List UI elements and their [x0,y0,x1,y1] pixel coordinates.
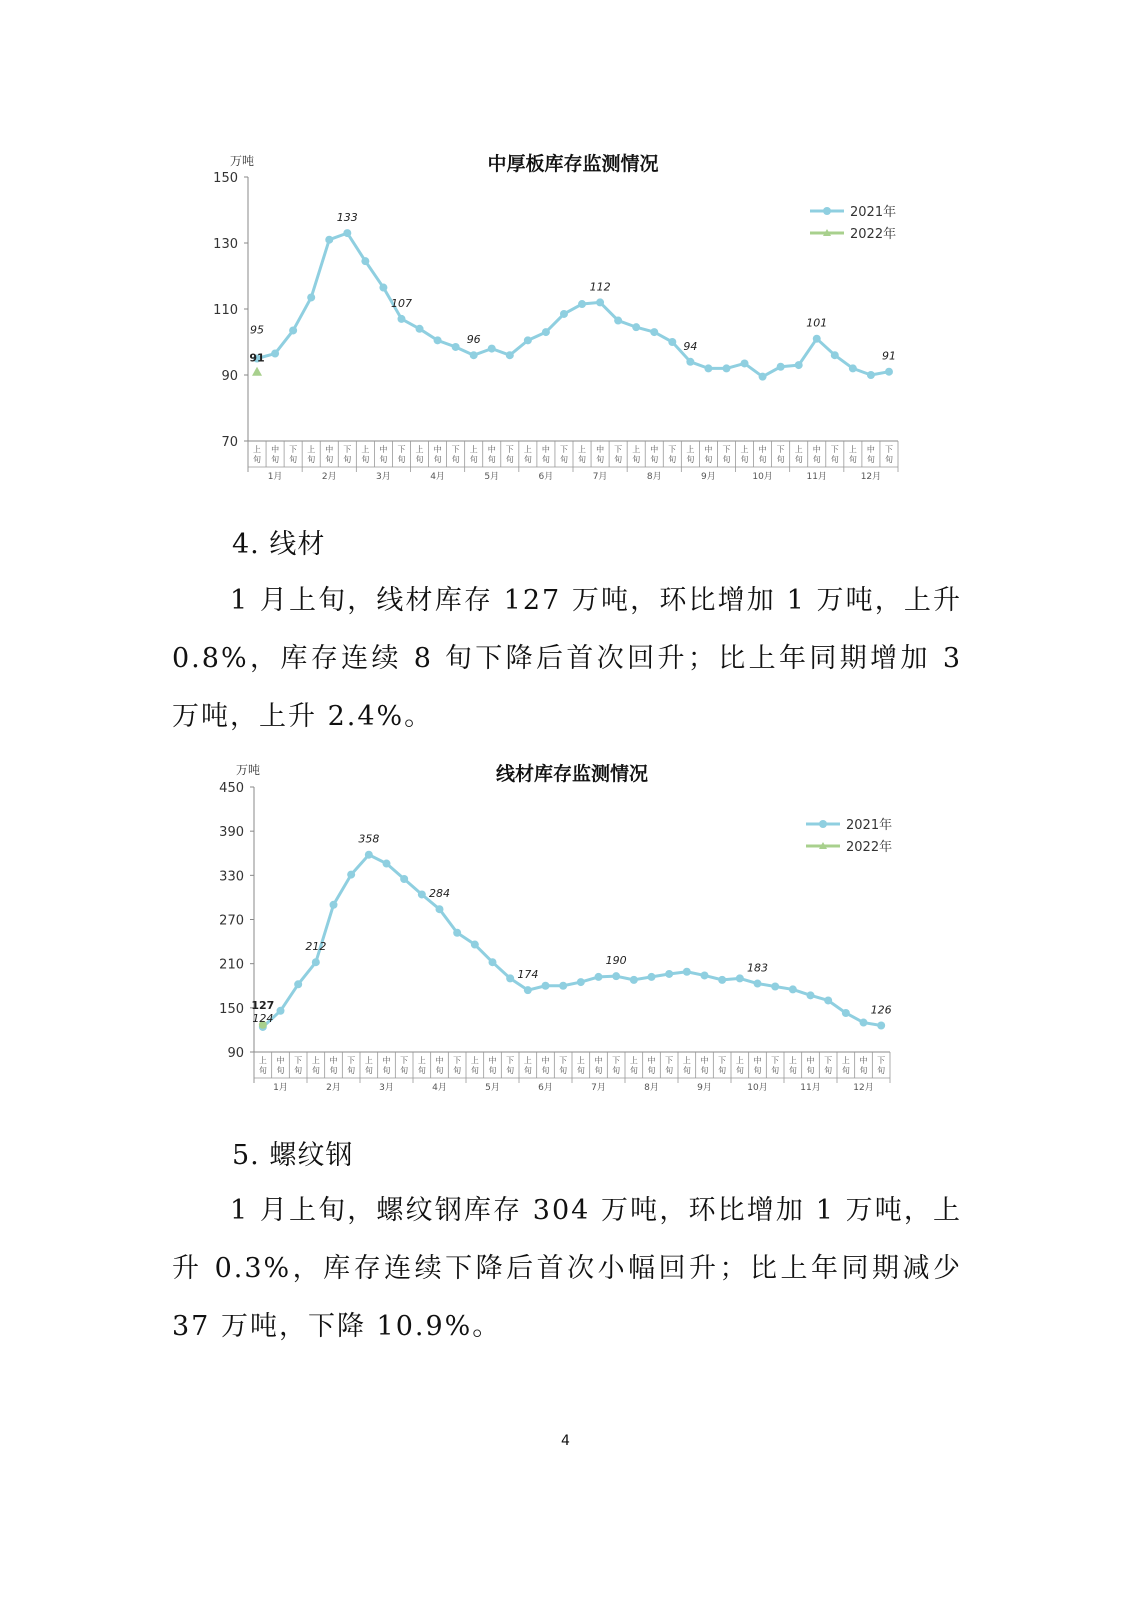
series-point-0 [771,982,779,990]
page-number: 4 [561,1433,570,1449]
x-period-label-bottom: 旬 [505,455,514,464]
series-point-0 [312,958,320,966]
x-month-label: 10月 [747,1083,768,1093]
series-point-0 [596,298,604,306]
y-tick-label: 150 [213,171,238,186]
x-period-label-top: 上 [794,445,803,454]
x-period-label-bottom: 旬 [258,1066,267,1075]
series-point-0 [813,335,821,343]
x-period-label-bottom: 旬 [469,455,478,464]
x-period-label-top: 上 [417,1056,426,1065]
x-period-label-bottom: 旬 [576,1066,585,1075]
x-period-label-bottom: 旬 [740,455,749,464]
x-month-label: 9月 [697,1083,712,1093]
x-period-label-top: 下 [343,445,352,454]
series-point-0 [777,363,785,371]
series-point-0 [488,345,496,353]
series-point-0 [506,974,514,982]
x-period-label-top: 下 [506,1056,515,1065]
x-period-label-bottom: 旬 [682,1066,691,1075]
x-period-label-bottom: 旬 [704,455,713,464]
series-point-0 [577,978,585,986]
x-period-label-bottom: 旬 [612,1066,621,1075]
series-point-0 [524,336,532,344]
series-point-0 [453,929,461,937]
x-period-label-top: 下 [614,445,623,454]
x-month-label: 12月 [860,472,882,482]
wire-rod-inventory-chart [0,758,1131,1103]
series-point-0 [754,980,762,988]
series-point-0 [701,971,709,979]
section-4-paragraph: 1 月上旬，线材库存 127 万吨，环比增加 1 万吨，上升 0.8%，库存连续 8 旬下降后首次回升；比上年同期增加 3 万吨，上升 2.4%。 [172,585,962,732]
x-period-label-bottom: 旬 [830,455,839,464]
x-period-label-top: 下 [884,445,893,454]
x-period-label-top: 下 [397,445,406,454]
x-period-label-bottom: 旬 [788,1066,797,1075]
series-point-0 [436,905,444,913]
x-period-label-bottom: 旬 [866,455,875,464]
x-period-label-top: 中 [647,1056,656,1065]
x-period-label-top: 下 [824,1056,833,1065]
series-line-0 [257,233,889,377]
series-point-0 [542,982,550,990]
wire-rod-inventory-chart-svg [0,758,1131,1103]
x-period-label-bottom: 旬 [776,455,785,464]
x-period-label-bottom: 旬 [276,1066,285,1075]
x-period-label-top: 下 [668,445,677,454]
series-point-0 [277,1007,285,1015]
x-period-label-top: 中 [541,445,550,454]
x-month-label: 12月 [853,1083,874,1093]
x-period-label-bottom: 旬 [848,455,857,464]
x-period-label-bottom: 旬 [397,455,406,464]
x-period-label-top: 下 [347,1056,356,1065]
series-point-0 [325,236,333,244]
x-period-label-top: 上 [735,1056,744,1065]
series-point-0 [614,317,622,325]
x-period-label-top: 上 [523,445,532,454]
series-point-0 [877,1022,885,1030]
x-month-label: 11月 [800,1083,821,1093]
x-period-label-top: 上 [311,1056,320,1065]
x-period-label-top: 中 [433,445,442,454]
x-period-label-top: 下 [559,1056,568,1065]
x-period-label-bottom: 旬 [718,1066,727,1075]
x-period-label-bottom: 旬 [453,1066,462,1075]
x-period-label-bottom: 旬 [771,1066,780,1075]
x-month-label: 1月 [267,472,283,482]
series-point-0 [542,328,550,336]
x-period-label-bottom: 旬 [433,455,442,464]
series-point-0 [722,364,730,372]
x-period-label-bottom: 旬 [523,1066,532,1075]
legend-swatch-marker [823,207,831,215]
x-period-label-top: 中 [276,1056,285,1065]
x-period-label-top: 上 [788,1056,797,1065]
series-point-0 [347,871,355,879]
x-month-label: 2月 [326,1083,341,1093]
x-period-label-bottom: 旬 [294,1066,303,1075]
x-period-label-bottom: 旬 [311,1066,320,1075]
x-period-label-top: 中 [700,1056,709,1065]
x-period-label-top: 下 [505,445,514,454]
x-period-label-top: 上 [469,445,478,454]
plate-inventory-chart-svg [0,140,1131,485]
legend-label: 2021年 [850,205,897,220]
x-period-label-top: 上 [470,1056,479,1065]
x-period-label-bottom: 旬 [361,455,370,464]
data-label: 101 [806,316,828,330]
series-point-0 [867,371,875,379]
x-period-label-top: 下 [877,1056,886,1065]
x-period-label-top: 中 [487,445,496,454]
y-tick-label: 450 [219,781,244,796]
y-tick-label: 210 [219,957,244,973]
series-point-0 [849,364,857,372]
x-period-label-top: 上 [523,1056,532,1065]
series-point-0 [759,373,767,381]
series-point-0 [824,996,832,1004]
series-point-0 [452,343,460,351]
x-period-label-top: 中 [271,445,280,454]
x-period-label-top: 上 [361,445,370,454]
y-axis-unit: 万吨 [229,154,255,168]
x-month-label: 6月 [538,472,554,482]
x-period-label-bottom: 旬 [758,455,767,464]
x-period-label-top: 中 [325,445,334,454]
x-period-label-top: 下 [289,445,298,454]
x-month-label: 6月 [538,1083,553,1093]
x-month-label: 8月 [644,1083,659,1093]
series-point-0 [860,1019,868,1027]
series-point-0 [559,982,567,990]
series-point-0 [397,315,405,323]
x-period-label-bottom: 旬 [379,455,388,464]
x-period-label-top: 中 [541,1056,550,1065]
y-tick-label: 90 [221,369,238,384]
x-month-label: 9月 [701,472,716,482]
legend-label: 2022年 [846,840,893,855]
x-period-label-top: 上 [576,1056,585,1065]
data-label: 212 [305,940,327,954]
x-period-label-top: 中 [488,1056,497,1065]
series-point-0 [361,257,369,265]
x-period-label-bottom: 旬 [253,455,262,464]
series-point-0 [612,972,620,980]
x-period-label-top: 下 [294,1056,303,1065]
data-label: 284 [429,887,450,901]
series-point-0 [595,973,603,981]
series-point-0 [578,300,586,308]
x-period-label-bottom: 旬 [417,1066,426,1075]
series-point-0 [379,284,387,292]
series-point-0 [470,351,478,359]
x-period-label-bottom: 旬 [325,455,334,464]
x-period-label-bottom: 旬 [632,455,641,464]
x-period-label-bottom: 旬 [415,455,424,464]
x-month-label: 7月 [592,472,608,482]
x-period-label-bottom: 旬 [541,455,550,464]
section-4-heading: 4. 线材 [232,529,326,560]
x-period-label-bottom: 旬 [877,1066,886,1075]
series-point-0 [418,890,426,898]
series-point-0 [650,328,658,336]
series-point-0 [330,901,338,909]
y-tick-label: 70 [221,435,238,450]
series-point-0 [736,974,744,982]
x-month-label: 10月 [752,472,773,482]
x-period-label-top: 中 [704,445,713,454]
series-point-0 [795,361,803,369]
y-tick-label: 390 [219,825,244,841]
series-point-0 [471,941,479,949]
x-month-label: 1月 [273,1083,288,1093]
data-label: 91 [249,351,265,365]
x-period-label-bottom: 旬 [650,455,659,464]
series-point-0 [831,351,839,359]
x-period-label-bottom: 旬 [343,455,352,464]
data-label: 91 [881,349,896,363]
series-point-0 [648,973,656,981]
x-period-label-bottom: 旬 [794,455,803,464]
x-period-label-bottom: 旬 [700,1066,709,1075]
series-point-0 [365,851,373,859]
x-period-label-bottom: 旬 [594,1066,603,1075]
x-period-label-top: 下 [665,1056,674,1065]
x-period-label-bottom: 旬 [451,455,460,464]
x-period-label-bottom: 旬 [400,1066,409,1075]
series-point-0 [560,310,568,318]
series-line-0 [263,855,881,1027]
x-period-label-top: 中 [812,445,821,454]
x-month-label: 4月 [430,472,445,482]
x-period-label-top: 上 [682,1056,691,1065]
x-period-label-bottom: 旬 [824,1066,833,1075]
section-5-paragraph: 1 月上旬，螺纹钢库存 304 万吨，环比增加 1 万吨，上升 0.3%，库存连续下降后首次小幅回升；比上年同期减少 37 万吨，下降 10.9%。 [172,1195,962,1342]
legend-swatch-marker [819,820,827,828]
x-month-label: 2月 [321,472,337,482]
x-period-label-bottom: 旬 [523,455,532,464]
series-point-0 [289,326,297,334]
x-period-label-top: 中 [650,445,659,454]
data-label: 127 [251,998,275,1012]
x-period-label-top: 中 [435,1056,444,1065]
x-period-label-bottom: 旬 [722,455,731,464]
x-period-label-top: 中 [806,1056,815,1065]
y-tick-label: 330 [219,869,244,885]
x-period-label-top: 上 [740,445,749,454]
x-period-label-bottom: 旬 [884,455,893,464]
data-label: 126 [870,1003,892,1017]
x-period-label-top: 中 [753,1056,762,1065]
chart-title: 线材库存监测情况 [495,763,649,785]
legend-label: 2021年 [846,818,893,833]
x-period-label-top: 上 [841,1056,850,1065]
x-period-label-top: 上 [632,445,641,454]
series-point-0 [271,350,279,358]
x-period-label-top: 下 [718,1056,727,1065]
x-month-label: 3月 [379,1083,394,1093]
x-period-label-top: 中 [594,1056,603,1065]
series-point-0 [294,980,302,988]
x-period-label-top: 上 [307,445,316,454]
x-period-label-bottom: 旬 [629,1066,638,1075]
series-point-0 [416,325,424,333]
series-point-0 [683,968,691,976]
x-period-label-bottom: 旬 [470,1066,479,1075]
x-period-label-top: 下 [451,445,460,454]
data-label: 107 [390,296,412,310]
x-month-label: 5月 [484,472,500,482]
x-month-label: 7月 [591,1083,606,1093]
chart-title: 中厚板库存监测情况 [487,153,659,175]
x-period-label-bottom: 旬 [668,455,677,464]
y-tick-label: 270 [219,913,244,929]
x-period-label-top: 下 [776,445,785,454]
data-label: 112 [589,280,611,294]
x-period-label-bottom: 旬 [329,1066,338,1075]
x-period-label-bottom: 旬 [859,1066,868,1075]
y-tick-label: 110 [213,303,238,318]
y-axis-unit: 万吨 [235,763,261,777]
x-period-label-bottom: 旬 [382,1066,391,1075]
series-point-0 [434,336,442,344]
x-period-label-top: 上 [686,445,695,454]
x-period-label-top: 中 [866,445,875,454]
section-5-heading: 5. 螺纹钢 [232,1140,354,1171]
x-period-label-top: 中 [379,445,388,454]
series-point-0 [630,976,638,984]
x-period-label-bottom: 旬 [541,1066,550,1075]
x-period-label-bottom: 旬 [686,455,695,464]
y-tick-label: 90 [227,1046,244,1061]
x-period-label-top: 下 [453,1056,462,1065]
series-point-0 [741,359,749,367]
x-month-label: 11月 [806,472,827,482]
x-period-label-top: 下 [830,445,839,454]
x-period-label-top: 中 [859,1056,868,1065]
x-period-label-top: 上 [848,445,857,454]
x-period-label-top: 上 [415,445,424,454]
x-period-label-top: 中 [596,445,605,454]
data-label: 174 [517,968,539,982]
x-period-label-bottom: 旬 [559,455,568,464]
x-period-label-bottom: 旬 [647,1066,656,1075]
series-point-0 [704,364,712,372]
x-period-label-bottom: 旬 [753,1066,762,1075]
data-label: 96 [466,333,481,347]
legend-label: 2022年 [850,227,897,242]
x-period-label-bottom: 旬 [614,455,623,464]
data-label: 94 [683,339,698,353]
x-period-label-top: 下 [722,445,731,454]
x-period-label-top: 上 [253,445,262,454]
x-period-label-top: 上 [629,1056,638,1065]
x-period-label-bottom: 旬 [559,1066,568,1075]
series-point-0 [506,351,514,359]
x-period-label-bottom: 旬 [812,455,821,464]
series-point-0 [632,323,640,331]
x-period-label-bottom: 旬 [435,1066,444,1075]
x-period-label-top: 中 [758,445,767,454]
x-period-label-bottom: 旬 [806,1066,815,1075]
series-point-0 [524,986,532,994]
series-point-0 [665,970,673,978]
x-period-label-top: 下 [559,445,568,454]
x-period-label-bottom: 旬 [665,1066,674,1075]
x-period-label-top: 上 [578,445,587,454]
x-period-label-bottom: 旬 [364,1066,373,1075]
y-tick-label: 150 [219,1001,244,1017]
data-label: 133 [336,211,358,225]
x-period-label-bottom: 旬 [271,455,280,464]
series-point-0 [343,229,351,237]
data-label: 124 [252,1011,274,1025]
x-period-label-bottom: 旬 [735,1066,744,1075]
series-point-0 [718,976,726,984]
series-point-0 [686,358,694,366]
x-month-label: 5月 [485,1083,500,1093]
series-point-0 [807,991,815,999]
x-period-label-bottom: 旬 [347,1066,356,1075]
x-period-label-bottom: 旬 [487,455,496,464]
x-period-label-bottom: 旬 [289,455,298,464]
series-point-0 [383,860,391,868]
x-month-label: 8月 [646,472,662,482]
series-point-0 [842,1009,850,1017]
x-month-label: 4月 [432,1083,447,1093]
series-point-0 [307,293,315,301]
data-label: 95 [250,323,265,337]
x-period-label-bottom: 旬 [506,1066,515,1075]
series-point-0 [668,338,676,346]
series-point-0 [489,958,497,966]
x-period-label-top: 下 [400,1056,409,1065]
series-point-1 [252,367,262,376]
x-period-label-bottom: 旬 [596,455,605,464]
x-period-label-top: 上 [258,1056,267,1065]
x-period-label-top: 上 [364,1056,373,1065]
x-period-label-bottom: 旬 [578,455,587,464]
x-period-label-top: 下 [771,1056,780,1065]
x-period-label-bottom: 旬 [488,1066,497,1075]
x-month-label: 3月 [376,472,391,482]
data-label: 183 [747,961,768,975]
series-point-0 [400,875,408,883]
data-label: 190 [605,954,627,968]
x-period-label-bottom: 旬 [307,455,316,464]
series-point-0 [885,368,893,376]
data-label: 358 [358,832,380,846]
x-period-label-top: 下 [612,1056,621,1065]
x-period-label-top: 中 [329,1056,338,1065]
x-period-label-top: 中 [382,1056,391,1065]
x-period-label-bottom: 旬 [841,1066,850,1075]
series-point-0 [789,985,797,993]
y-tick-label: 130 [213,237,238,252]
plate-inventory-chart [0,140,1131,485]
